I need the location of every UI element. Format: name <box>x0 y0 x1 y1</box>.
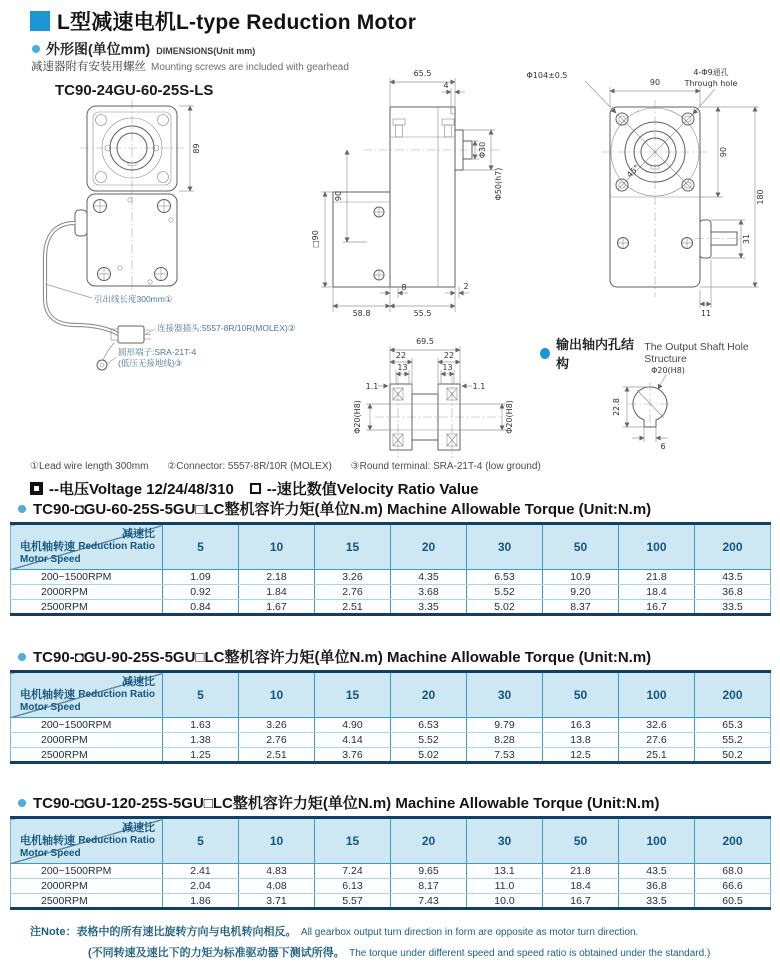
torque-value-cell: 10.0 <box>467 894 543 909</box>
torque-value-cell: 1.25 <box>163 748 239 763</box>
torque-value-cell: 1.67 <box>239 600 315 615</box>
note-line2-en: The torque under different speed and speed ratio is obtained under the standard.) <box>349 948 711 959</box>
torque-value-cell: 21.8 <box>543 864 619 879</box>
torque-value-cell: 7.43 <box>391 894 467 909</box>
torque-value-cell: 1.09 <box>163 570 239 585</box>
torque-value-cell: 4.35 <box>391 570 467 585</box>
shaft-dim-1-1b: 1.1 <box>472 382 486 391</box>
motor-speed-cell: 2500RPM <box>11 748 163 763</box>
torque-row <box>11 718 771 733</box>
voltage-placeholder-icon <box>30 482 43 495</box>
torque-value-cell: 5.02 <box>391 748 467 763</box>
bullet-icon <box>18 653 26 661</box>
motor-speed-cell: 2500RPM <box>11 600 163 615</box>
torque-row <box>11 864 771 879</box>
shaft-dim-13b: 13 <box>442 363 453 372</box>
corner-motor-speed: 电机轴转速 Motor Speed <box>20 541 81 565</box>
torque-row <box>11 733 771 748</box>
torque-value-cell: 21.8 <box>619 570 695 585</box>
ratio-header-cell: 200 <box>695 818 771 864</box>
torque-value-cell: 0.92 <box>163 585 239 600</box>
torque-value-cell: 6.53 <box>467 570 543 585</box>
corner-motor-speed: 电机轴转速 Motor Speed <box>20 689 81 713</box>
torque-value-cell: 50.2 <box>695 748 771 763</box>
front-label-terminal-2: (低压无接地线)③ <box>118 358 183 368</box>
torque-value-cell: 1.84 <box>239 585 315 600</box>
shaft-dim-22b: 22 <box>443 351 455 360</box>
torque-value-cell: 7.24 <box>315 864 391 879</box>
torque-value-cell: 1.86 <box>163 894 239 909</box>
torque-value-cell: 9.20 <box>543 585 619 600</box>
model-number: TC90-24GU-60-25S-LS <box>55 82 214 99</box>
mounting-note <box>31 58 349 74</box>
rear-view-drawing <box>526 62 780 344</box>
ratio-header-cell: 30 <box>467 818 543 864</box>
torque-value-cell: 2.04 <box>163 879 239 894</box>
bullet-icon <box>18 799 26 807</box>
torque-value-cell: 16.3 <box>543 718 619 733</box>
torque-value-cell: 33.5 <box>619 894 695 909</box>
title-square-icon <box>30 11 50 31</box>
rear-dim-d104: Φ104±0.5 <box>526 71 568 80</box>
torque-value-cell: 4.08 <box>239 879 315 894</box>
shaft-dim-22a: 22 <box>395 351 407 360</box>
table-header-row <box>11 524 771 570</box>
ratio-header-cell: 50 <box>543 672 619 718</box>
torque-value-cell: 16.7 <box>543 894 619 909</box>
torque-value-cell: 2.41 <box>163 864 239 879</box>
ratio-header-cell: 10 <box>239 524 315 570</box>
torque-value-cell: 2.76 <box>315 585 391 600</box>
torque-section-heading-120 <box>18 792 660 813</box>
side-dim-sq90: □90 <box>311 230 320 248</box>
ratio-header-cell: 50 <box>543 818 619 864</box>
ratio-header-cell: 15 <box>315 672 391 718</box>
front-dim-89: 89 <box>192 143 201 154</box>
torque-row <box>11 879 771 894</box>
corner-header-cell <box>11 672 163 718</box>
torque-value-cell: 11.0 <box>467 879 543 894</box>
torque-value-cell: 8.28 <box>467 733 543 748</box>
torque-value-cell: 68.0 <box>695 864 771 879</box>
ratio-header-cell: 200 <box>695 524 771 570</box>
torque-value-cell: 3.26 <box>239 718 315 733</box>
torque-value-cell: 2.51 <box>315 600 391 615</box>
bullet-icon <box>32 45 40 53</box>
ratio-header-cell: 20 <box>391 672 467 718</box>
torque-row <box>11 748 771 763</box>
torque-table-120 <box>10 816 771 910</box>
torque-value-cell: 9.79 <box>467 718 543 733</box>
torque-value-cell: 6.53 <box>391 718 467 733</box>
front-view-drawing <box>30 98 320 376</box>
ratio-header-cell: 100 <box>619 524 695 570</box>
table-header-row <box>11 818 771 864</box>
legend-ratio: --速比数值Velocity Ratio Value <box>266 481 479 498</box>
shaft-dim-13a: 13 <box>397 363 408 372</box>
rear-dim-180: 180 <box>756 189 765 205</box>
torque-section-heading-60 <box>18 498 651 519</box>
torque-value-cell: 43.5 <box>619 864 695 879</box>
page-title: L型减速电机L-type Reduction Motor <box>57 11 417 34</box>
motor-speed-cell: 200~1500RPM <box>11 570 163 585</box>
dimensions-heading-zh: 外形图(单位mm) <box>46 41 151 57</box>
ratio-header-cell: 10 <box>239 818 315 864</box>
motor-speed-cell: 200~1500RPM <box>11 718 163 733</box>
torque-value-cell: 4.83 <box>239 864 315 879</box>
shaft-dim-69-5: 69.5 <box>416 337 434 346</box>
torque-value-cell: 66.6 <box>695 879 771 894</box>
torque-value-cell: 60.5 <box>695 894 771 909</box>
ratio-header-cell: 200 <box>695 672 771 718</box>
front-label-connector: 连接器插头:5557-8R/10R(MOLEX)② <box>157 323 296 333</box>
shaft-hole-drawing <box>575 358 775 462</box>
torque-value-cell: 3.26 <box>315 570 391 585</box>
note-line2-zh: (不同转速及速比下的力矩为标准驱动器下测试所得。 <box>88 947 345 959</box>
torque-value-cell: 1.38 <box>163 733 239 748</box>
symbol-legend <box>30 478 479 499</box>
rear-holes-en: Through hole <box>684 79 738 88</box>
note-line1-en: All gearbox output turn direction in form are opposite as motor turn direction. <box>300 927 639 938</box>
torque-row <box>11 894 771 909</box>
bottom-note <box>30 922 710 961</box>
torque-value-cell: 3.68 <box>391 585 467 600</box>
ratio-header-cell: 30 <box>467 524 543 570</box>
corner-header-cell <box>11 524 163 570</box>
ratio-header-cell: 15 <box>315 818 391 864</box>
torque-section-heading-90 <box>18 646 651 667</box>
side-dim-65-5: 65.5 <box>413 69 432 78</box>
motor-speed-cell: 200~1500RPM <box>11 864 163 879</box>
hole-dim-d20: Φ20(H8) <box>651 366 685 375</box>
side-dim-55-5: 55.5 <box>413 309 432 318</box>
table-header-row <box>11 672 771 718</box>
torque-row <box>11 585 771 600</box>
torque-value-cell: 3.76 <box>315 748 391 763</box>
ratio-header-cell: 5 <box>163 672 239 718</box>
side-dim-90: 90 <box>334 190 343 202</box>
torque-value-cell: 6.13 <box>315 879 391 894</box>
torque-value-cell: 36.8 <box>619 879 695 894</box>
side-dim-d50: Φ50(h7) <box>494 167 503 201</box>
output-shaft-heading-zh: 输出轴内孔结构 <box>555 337 634 371</box>
corner-reduction-ratio: 减速比 Reduction Ratio <box>78 822 155 846</box>
torque-value-cell: 12.5 <box>543 748 619 763</box>
motor-speed-cell: 2500RPM <box>11 894 163 909</box>
dimensions-heading-en: DIMENSIONS(Unit mm) <box>156 46 256 56</box>
footnote-2: ②Connector: 5557-8R/10R (MOLEX) <box>167 461 332 472</box>
drawing-footnotes <box>30 461 557 472</box>
side-dim-8: 8 <box>401 283 407 292</box>
bullet-icon <box>540 348 550 359</box>
corner-motor-speed: 电机轴转速 Motor Speed <box>20 835 81 859</box>
table-title-60: TC90-◘GU-60-25S-5GU□LC整机容许力矩(单位N.m) Machine Allowable Torque (Unit:N.m) <box>33 501 652 518</box>
torque-value-cell: 36.8 <box>695 585 771 600</box>
footnote-1: ①Lead wire length 300mm <box>30 461 149 472</box>
rear-holes-zh: 4-Φ9通孔 <box>693 68 729 77</box>
torque-value-cell: 5.57 <box>315 894 391 909</box>
torque-table-60 <box>10 522 771 616</box>
legend-voltage: --电压Voltage 12/24/48/310 <box>49 481 234 498</box>
side-dim-4: 4 <box>443 81 449 90</box>
torque-value-cell: 13.1 <box>467 864 543 879</box>
shaft-dim-1-1a: 1.1 <box>365 382 379 391</box>
shaft-dim-d20-left: Φ20(H8) <box>353 400 362 434</box>
motor-speed-cell: 2000RPM <box>11 585 163 600</box>
torque-value-cell: 1.63 <box>163 718 239 733</box>
torque-value-cell: 55.2 <box>695 733 771 748</box>
shaft-section-drawing <box>330 332 545 462</box>
table-title-120: TC90-◘GU-120-25S-5GU□LC整机容许力矩(单位N.m) Machine Allowable Torque (Unit:N.m) <box>33 795 660 812</box>
ratio-placeholder-icon <box>250 483 261 494</box>
corner-reduction-ratio: 减速比 Reduction Ratio <box>78 676 155 700</box>
footnote-3: ③Round terminal: SRA-21T-4 (low ground) <box>350 461 541 472</box>
side-dim-d30: Φ30 <box>478 141 487 159</box>
corner-header-cell <box>11 818 163 864</box>
mounting-note-en: Mounting screws are included with gearhead <box>151 62 349 73</box>
torque-value-cell: 4.14 <box>315 733 391 748</box>
ratio-header-cell: 50 <box>543 524 619 570</box>
torque-value-cell: 27.6 <box>619 733 695 748</box>
torque-value-cell: 2.51 <box>239 748 315 763</box>
rear-dim-90-top: 90 <box>649 78 661 87</box>
front-label-terminal-1: 圆形端子:SRA-21T-4 <box>118 347 197 357</box>
rear-dim-45: 45° <box>625 163 642 180</box>
page-header <box>30 6 416 36</box>
ratio-header-cell: 5 <box>163 818 239 864</box>
motor-speed-cell: 2000RPM <box>11 733 163 748</box>
table-title-90: TC90-◘GU-90-25S-5GU□LC整机容许力矩(单位N.m) Machine Allowable Torque (Unit:N.m) <box>33 649 652 666</box>
torque-table-90 <box>10 670 771 764</box>
torque-value-cell: 3.71 <box>239 894 315 909</box>
torque-value-cell: 8.37 <box>543 600 619 615</box>
torque-value-cell: 7.53 <box>467 748 543 763</box>
torque-value-cell: 16.7 <box>619 600 695 615</box>
torque-value-cell: 43.5 <box>695 570 771 585</box>
corner-reduction-ratio: 减速比 Reduction Ratio <box>78 528 155 552</box>
torque-value-cell: 18.4 <box>619 585 695 600</box>
bullet-icon <box>18 505 26 513</box>
ratio-header-cell: 10 <box>239 672 315 718</box>
torque-value-cell: 5.02 <box>467 600 543 615</box>
torque-value-cell: 3.35 <box>391 600 467 615</box>
torque-value-cell: 5.52 <box>391 733 467 748</box>
hole-dim-22-8: 22.8 <box>612 398 621 416</box>
ratio-header-cell: 100 <box>619 818 695 864</box>
torque-value-cell: 0.84 <box>163 600 239 615</box>
side-view-drawing <box>305 62 550 324</box>
ratio-header-cell: 100 <box>619 672 695 718</box>
torque-value-cell: 10.9 <box>543 570 619 585</box>
motor-speed-cell: 2000RPM <box>11 879 163 894</box>
ratio-header-cell: 20 <box>391 524 467 570</box>
rear-dim-31: 31 <box>742 233 751 245</box>
mounting-note-zh: 减速器附有安装用螺丝 <box>31 61 146 73</box>
output-shaft-heading-en: The Output Shaft Hole Structure <box>644 341 749 365</box>
torque-value-cell: 65.3 <box>695 718 771 733</box>
rear-dim-90-right: 90 <box>719 146 728 158</box>
torque-value-cell: 18.4 <box>543 879 619 894</box>
torque-value-cell: 33.5 <box>695 600 771 615</box>
torque-value-cell: 32.6 <box>619 718 695 733</box>
rear-dim-11: 11 <box>700 309 712 318</box>
torque-value-cell: 8.17 <box>391 879 467 894</box>
dimensions-heading <box>32 39 255 59</box>
torque-row <box>11 600 771 615</box>
torque-value-cell: 4.90 <box>315 718 391 733</box>
ratio-header-cell: 5 <box>163 524 239 570</box>
torque-value-cell: 9.65 <box>391 864 467 879</box>
side-dim-58-8: 58.8 <box>352 309 371 318</box>
ratio-header-cell: 30 <box>467 672 543 718</box>
side-dim-2: 2 <box>463 282 469 291</box>
torque-value-cell: 2.18 <box>239 570 315 585</box>
front-label-wire: 引出线长度300mm① <box>94 294 173 304</box>
torque-value-cell: 2.76 <box>239 733 315 748</box>
torque-value-cell: 25.1 <box>619 748 695 763</box>
torque-row <box>11 570 771 585</box>
ratio-header-cell: 20 <box>391 818 467 864</box>
shaft-dim-d20-right: Φ20(H8) <box>505 400 514 434</box>
ratio-header-cell: 15 <box>315 524 391 570</box>
torque-value-cell: 5.52 <box>467 585 543 600</box>
hole-dim-6: 6 <box>660 442 666 451</box>
torque-value-cell: 13.8 <box>543 733 619 748</box>
note-line1-zh: 注Note：表格中的所有速比旋转方向与电机转向相反。 <box>30 926 297 938</box>
